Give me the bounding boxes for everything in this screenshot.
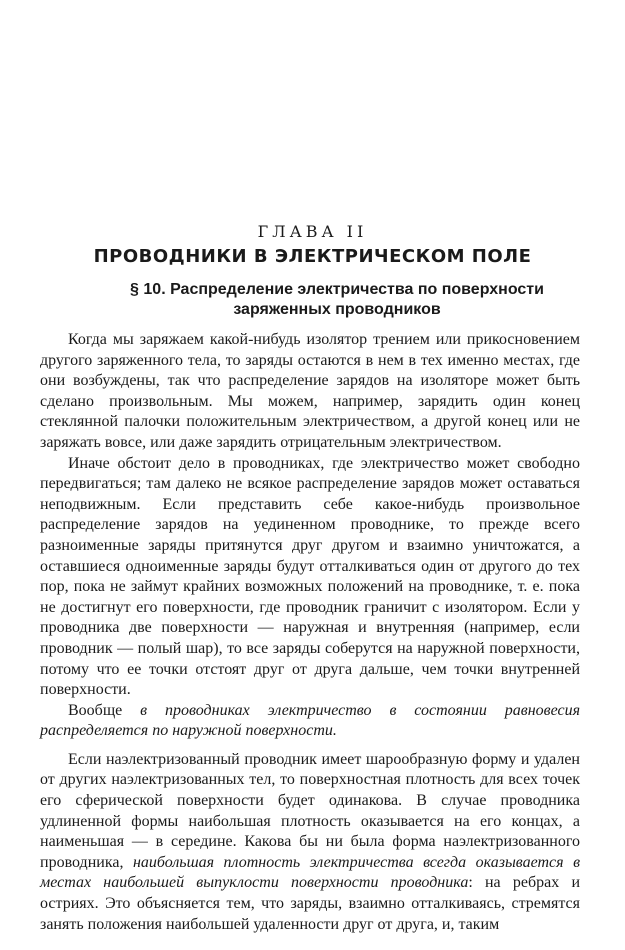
paragraph-2: Иначе обстоит дело в проводниках, где электричество может свободно передвигаться; там далеко не всякое распределение зарядов может оставаться неподвижным. Если представить себе какое-нибудь произвольное распределение зарядов на уединенном проводнике, то прежде всего разноименные заряды притянутся друг другом и взаимно уничтожатся, а оставшиеся одноименные заряды будут отталкиваться один от другого до тех пор, пока не займут крайних возможных положений на проводнике, т. е. пока не достигнут его поверхности, где проводник граничит с изолятором. Если у проводника две поверхности — наружная и внутренняя (например, если проводник — полый шар), то все заряды соберутся на наружной поверхности, потому что ее точки отстоят друг от друга дальше, чем точки внутренней поверхности. — [40, 454, 580, 699]
paragraph-4 — [40, 750, 580, 935]
chapter-label: ГЛАВА II — [257, 222, 368, 241]
paragraph-4-italic: наибольшая плотность электричества всегда оказывается в местах наибольшей выпуклости поверхности проводника — [40, 853, 581, 892]
paragraph-1: Когда мы заряжаем какой-нибудь изолятор трением или прикосновением другого заряженного тела, то заряды остаются в нем в тех именно местах, где они возбуждены, так что распределение зарядов на изоляторе может быть сделано произвольным. Мы можем, например, зарядить один конец стеклянной палочки положительным электричеством, а другой конец или не заряжать вовсе, или даже зарядить отрицательным электричеством. — [40, 331, 580, 451]
paragraph-3 — [40, 701, 580, 742]
paragraph-3-prefix: Вообще — [68, 701, 123, 719]
chapter-title: ПРОВОДНИКИ В ЭЛЕКТРИЧЕСКОМ ПОЛЕ — [93, 246, 532, 267]
paragraph-3-italic: в проводниках электричество в состоянии равновесия распределяется по наружной поверхности. — [40, 701, 581, 740]
paragraph-4-plain-2: : на ребрах и остриях. Это объясняется тем, что заряды, взаимно отталкиваясь, стремятся занять положения наибольшей удаленности друг от друга, и, таким — [40, 874, 580, 933]
section-heading: § 10. Распределение электричества по поверхности заряженных проводников — [130, 281, 544, 318]
body-text — [40, 330, 580, 935]
paragraph-4-plain-1: Если наэлектризованный проводник имеет шарообразную форму и удален от других наэлектризованных тел, то поверхностная плотность для всех точек его сферической поверхности будет одинакова. В случае проводника удлиненной формы наибольшая плотность оказывается на его концах, а наименьшая — в середине. Какова бы ни была форма наэлектризованного проводника, — [40, 750, 580, 871]
